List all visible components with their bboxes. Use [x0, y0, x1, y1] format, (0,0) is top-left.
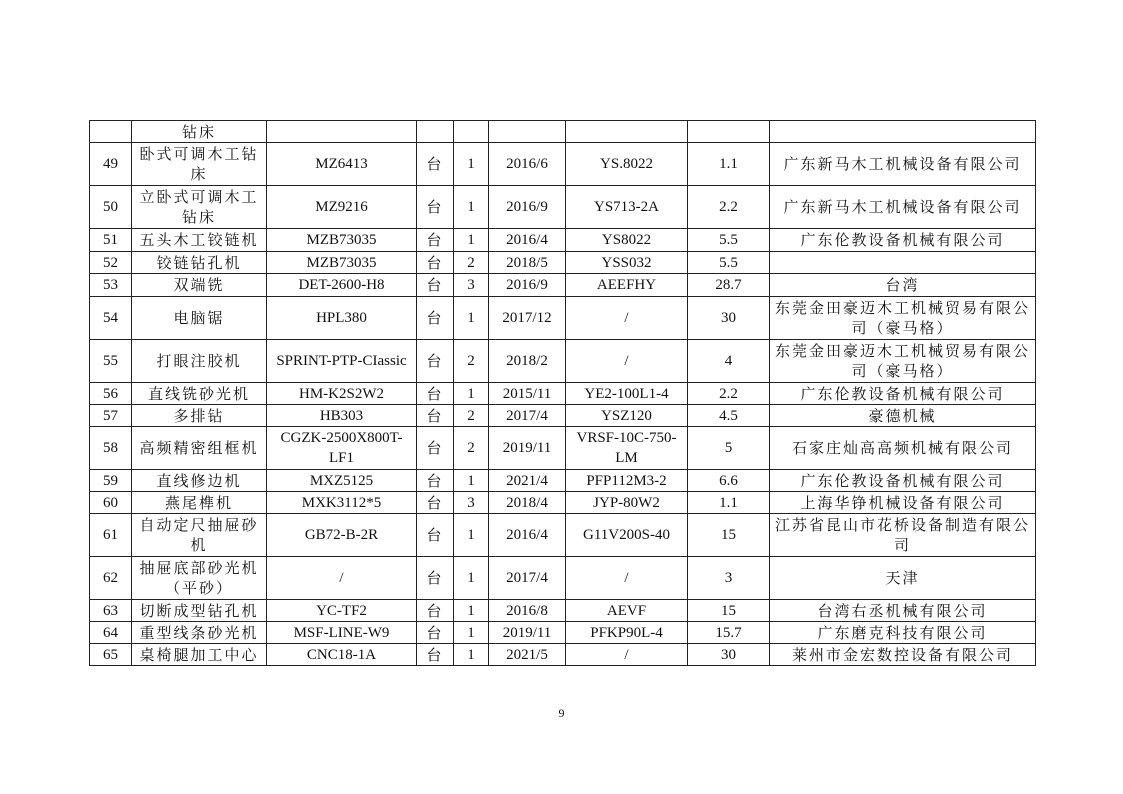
unit-cell: 台 [417, 274, 454, 297]
power-kw-cell: 4 [688, 340, 770, 383]
motor-model-cell: YS.8022 [566, 143, 688, 186]
quantity-cell: 1 [454, 297, 489, 340]
model-number-cell: HPL380 [267, 297, 417, 340]
unit-cell: 台 [417, 340, 454, 383]
quantity-cell: 2 [454, 405, 489, 427]
power-kw-cell: 30 [688, 297, 770, 340]
model-number-cell: HB303 [267, 405, 417, 427]
unit-cell: 台 [417, 427, 454, 470]
power-kw-cell: 2.2 [688, 383, 770, 405]
power-kw-cell: 2.2 [688, 186, 770, 229]
equipment-name-cell: 抽屉底部砂光机（平砂） [132, 557, 267, 600]
equipment-name-cell: 打眼注胶机 [132, 340, 267, 383]
manufacturer-cell: 东莞金田豪迈木工机械贸易有限公司（豪马格） [770, 340, 1036, 383]
model-number-cell: YC-TF2 [267, 600, 417, 622]
unit-cell: 台 [417, 470, 454, 492]
manufacturer-cell: 江苏省昆山市花桥设备制造有限公司 [770, 514, 1036, 557]
row-number-cell: 61 [90, 514, 132, 557]
manufacturer-cell [770, 252, 1036, 274]
manufacturer-cell [770, 121, 1036, 143]
power-kw-cell: 28.7 [688, 274, 770, 297]
model-number-cell: MZB73035 [267, 252, 417, 274]
model-number-cell: CNC18-1A [267, 644, 417, 666]
manufacturer-cell: 莱州市金宏数控设备有限公司 [770, 644, 1036, 666]
motor-model-cell: AEVF [566, 600, 688, 622]
motor-model-cell: YSZ120 [566, 405, 688, 427]
table-row [90, 252, 1036, 274]
table-row [90, 274, 1036, 297]
purchase-date-cell: 2018/4 [489, 492, 566, 514]
table-row [90, 622, 1036, 644]
model-number-cell [267, 121, 417, 143]
row-number-cell: 58 [90, 427, 132, 470]
quantity-cell: 1 [454, 557, 489, 600]
manufacturer-cell: 广东伦教设备机械有限公司 [770, 383, 1036, 405]
equipment-name-cell: 电脑锯 [132, 297, 267, 340]
row-number-cell: 54 [90, 297, 132, 340]
table-row [90, 514, 1036, 557]
table-row [90, 557, 1036, 600]
unit-cell: 台 [417, 252, 454, 274]
purchase-date-cell: 2016/8 [489, 600, 566, 622]
manufacturer-cell: 台湾右丞机械有限公司 [770, 600, 1036, 622]
unit-cell: 台 [417, 600, 454, 622]
unit-cell: 台 [417, 229, 454, 252]
quantity-cell: 3 [454, 274, 489, 297]
manufacturer-cell: 广东伦教设备机械有限公司 [770, 229, 1036, 252]
quantity-cell: 2 [454, 252, 489, 274]
quantity-cell: 1 [454, 383, 489, 405]
row-number-cell: 59 [90, 470, 132, 492]
motor-model-cell: / [566, 644, 688, 666]
row-number-cell: 62 [90, 557, 132, 600]
power-kw-cell: 5.5 [688, 252, 770, 274]
row-number-cell: 55 [90, 340, 132, 383]
purchase-date-cell: 2019/11 [489, 622, 566, 644]
purchase-date-cell: 2016/6 [489, 143, 566, 186]
quantity-cell: 2 [454, 427, 489, 470]
equipment-name-cell: 卧式可调木工钻床 [132, 143, 267, 186]
equipment-name-cell: 立卧式可调木工钻床 [132, 186, 267, 229]
power-kw-cell: 15.7 [688, 622, 770, 644]
power-kw-cell: 6.6 [688, 470, 770, 492]
quantity-cell: 1 [454, 600, 489, 622]
purchase-date-cell: 2015/11 [489, 383, 566, 405]
power-kw-cell: 5 [688, 427, 770, 470]
row-number-cell: 51 [90, 229, 132, 252]
model-number-cell: CGZK-2500X800T-LF1 [267, 427, 417, 470]
model-number-cell: HM-K2S2W2 [267, 383, 417, 405]
purchase-date-cell: 2021/4 [489, 470, 566, 492]
quantity-cell: 1 [454, 186, 489, 229]
row-number-cell: 49 [90, 143, 132, 186]
purchase-date-cell: 2016/4 [489, 514, 566, 557]
equipment-name-cell: 双端铣 [132, 274, 267, 297]
model-number-cell: MSF-LINE-W9 [267, 622, 417, 644]
manufacturer-cell: 东莞金田豪迈木工机械贸易有限公司（豪马格） [770, 297, 1036, 340]
equipment-name-cell: 直线铣砂光机 [132, 383, 267, 405]
table-row [90, 186, 1036, 229]
purchase-date-cell: 2017/12 [489, 297, 566, 340]
motor-model-cell: YS713-2A [566, 186, 688, 229]
motor-model-cell: VRSF-10C-750-LM [566, 427, 688, 470]
quantity-cell: 1 [454, 622, 489, 644]
table-row [90, 143, 1036, 186]
quantity-cell: 1 [454, 514, 489, 557]
power-kw-cell: 3 [688, 557, 770, 600]
power-kw-cell: 4.5 [688, 405, 770, 427]
table-row [90, 492, 1036, 514]
motor-model-cell: YE2-100L1-4 [566, 383, 688, 405]
table-row [90, 600, 1036, 622]
unit-cell: 台 [417, 383, 454, 405]
quantity-cell [454, 121, 489, 143]
equipment-name-cell: 铰链钻孔机 [132, 252, 267, 274]
manufacturer-cell: 广东新马木工机械设备有限公司 [770, 143, 1036, 186]
unit-cell: 台 [417, 405, 454, 427]
motor-model-cell: YSS032 [566, 252, 688, 274]
model-number-cell: GB72-B-2R [267, 514, 417, 557]
equipment-name-cell: 燕尾榫机 [132, 492, 267, 514]
unit-cell: 台 [417, 143, 454, 186]
equipment-name-cell: 多排钻 [132, 405, 267, 427]
model-number-cell: / [267, 557, 417, 600]
manufacturer-cell: 石家庄灿高高频机械有限公司 [770, 427, 1036, 470]
page-number: 9 [558, 706, 565, 720]
model-number-cell: SPRINT-PTP-CIassic [267, 340, 417, 383]
row-number-cell: 63 [90, 600, 132, 622]
model-number-cell: MXK3112*5 [267, 492, 417, 514]
unit-cell: 台 [417, 644, 454, 666]
quantity-cell: 3 [454, 492, 489, 514]
manufacturer-cell: 天津 [770, 557, 1036, 600]
motor-model-cell: / [566, 340, 688, 383]
motor-model-cell: JYP-80W2 [566, 492, 688, 514]
equipment-name-cell: 重型线条砂光机 [132, 622, 267, 644]
purchase-date-cell: 2019/11 [489, 427, 566, 470]
manufacturer-cell: 广东磨克科技有限公司 [770, 622, 1036, 644]
power-kw-cell: 30 [688, 644, 770, 666]
table-row [90, 644, 1036, 666]
purchase-date-cell [489, 121, 566, 143]
equipment-name-cell: 直线修边机 [132, 470, 267, 492]
row-number-cell: 56 [90, 383, 132, 405]
table-row [90, 383, 1036, 405]
purchase-date-cell: 2016/4 [489, 229, 566, 252]
quantity-cell: 1 [454, 644, 489, 666]
equipment-name-cell: 切断成型钻孔机 [132, 600, 267, 622]
power-kw-cell: 5.5 [688, 229, 770, 252]
table-row [90, 297, 1036, 340]
power-kw-cell: 15 [688, 600, 770, 622]
motor-model-cell: / [566, 297, 688, 340]
purchase-date-cell: 2018/5 [489, 252, 566, 274]
equipment-name-cell: 高频精密组框机 [132, 427, 267, 470]
purchase-date-cell: 2017/4 [489, 557, 566, 600]
manufacturer-cell: 上海华铮机械设备有限公司 [770, 492, 1036, 514]
row-number-cell: 53 [90, 274, 132, 297]
table-row [90, 470, 1036, 492]
equipment-table-body [90, 121, 1036, 666]
unit-cell: 台 [417, 297, 454, 340]
unit-cell: 台 [417, 622, 454, 644]
model-number-cell: DET-2600-H8 [267, 274, 417, 297]
row-number-cell: 57 [90, 405, 132, 427]
table-row [90, 121, 1036, 143]
equipment-name-cell: 桌椅腿加工中心 [132, 644, 267, 666]
model-number-cell: MZB73035 [267, 229, 417, 252]
model-number-cell: MZ9216 [267, 186, 417, 229]
row-number-cell: 65 [90, 644, 132, 666]
model-number-cell: MZ6413 [267, 143, 417, 186]
row-number-cell: 60 [90, 492, 132, 514]
row-number-cell: 50 [90, 186, 132, 229]
motor-model-cell: YS8022 [566, 229, 688, 252]
purchase-date-cell: 2016/9 [489, 186, 566, 229]
power-kw-cell [688, 121, 770, 143]
motor-model-cell [566, 121, 688, 143]
manufacturer-cell: 广东新马木工机械设备有限公司 [770, 186, 1036, 229]
table-row [90, 229, 1036, 252]
manufacturer-cell: 台湾 [770, 274, 1036, 297]
unit-cell: 台 [417, 557, 454, 600]
table-row [90, 427, 1036, 470]
equipment-name-cell: 钻床 [132, 121, 267, 143]
motor-model-cell: PFP112M3-2 [566, 470, 688, 492]
power-kw-cell: 1.1 [688, 143, 770, 186]
quantity-cell: 2 [454, 340, 489, 383]
motor-model-cell: / [566, 557, 688, 600]
unit-cell [417, 121, 454, 143]
equipment-name-cell: 自动定尺抽屉砂机 [132, 514, 267, 557]
power-kw-cell: 1.1 [688, 492, 770, 514]
unit-cell: 台 [417, 492, 454, 514]
purchase-date-cell: 2017/4 [489, 405, 566, 427]
quantity-cell: 1 [454, 143, 489, 186]
purchase-date-cell: 2021/5 [489, 644, 566, 666]
row-number-cell: 52 [90, 252, 132, 274]
purchase-date-cell: 2016/9 [489, 274, 566, 297]
quantity-cell: 1 [454, 470, 489, 492]
manufacturer-cell: 广东伦教设备机械有限公司 [770, 470, 1036, 492]
table-row [90, 340, 1036, 383]
table-row [90, 405, 1036, 427]
power-kw-cell: 15 [688, 514, 770, 557]
quantity-cell: 1 [454, 229, 489, 252]
row-number-cell [90, 121, 132, 143]
equipment-table [89, 120, 1036, 666]
row-number-cell: 64 [90, 622, 132, 644]
equipment-name-cell: 五头木工铰链机 [132, 229, 267, 252]
manufacturer-cell: 豪德机械 [770, 405, 1036, 427]
motor-model-cell: AEEFHY [566, 274, 688, 297]
motor-model-cell: G11V200S-40 [566, 514, 688, 557]
unit-cell: 台 [417, 186, 454, 229]
purchase-date-cell: 2018/2 [489, 340, 566, 383]
unit-cell: 台 [417, 514, 454, 557]
motor-model-cell: PFKP90L-4 [566, 622, 688, 644]
model-number-cell: MXZ5125 [267, 470, 417, 492]
